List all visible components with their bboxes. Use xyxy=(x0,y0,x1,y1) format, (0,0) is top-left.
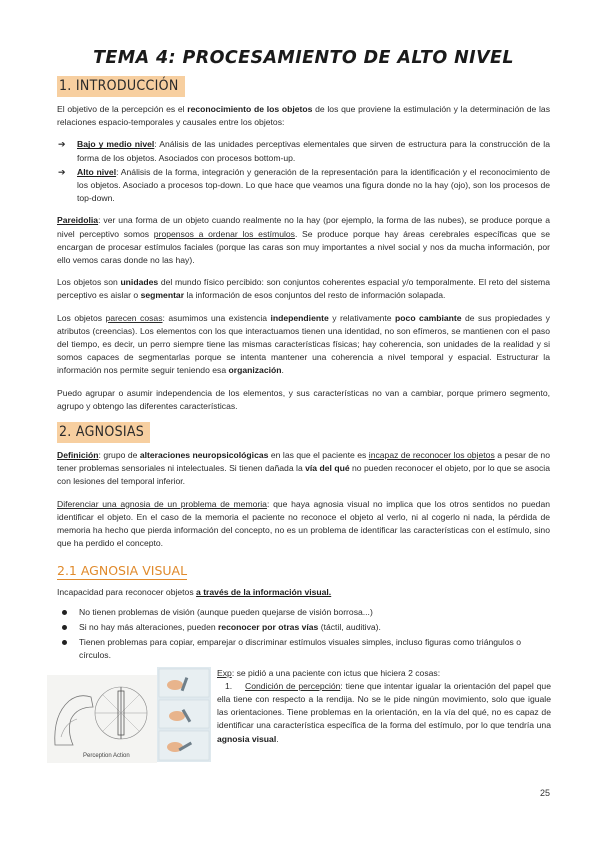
figure-caption: Perception Action xyxy=(83,752,130,759)
list-item: Tienen problemas para copiar, emparejar o discriminar estímulos visuales simples, incluso figuras como triángulos o círculos. xyxy=(79,636,550,662)
memory-difference-paragraph: Diferenciar una agnosia de un problema de memoria: que haya agnosia visual no implica que los otros sentidos no puedan identificar el objeto. En el caso de la memoria el paciente no reconoce el objeto al verlo, ni al cogerlo ni nada, la pérdida de memoria ha hecho que pierda información del concepto, no es un problema de identificar las características con el estímulo, sino que ha perdido el concepto. xyxy=(57,498,551,549)
symptoms-list xyxy=(57,606,550,663)
item-number: 1. xyxy=(225,680,233,691)
arrow-icon: ➔ xyxy=(58,166,66,177)
pareidolia-paragraph: Pareidolia: ver una forma de un objeto cuando realmente no la hay (por ejemplo, la forma de las nubes), se produce porque a nivel perceptivo somos propensos a ordenar los estímulos. Se produce porque hay áreas cerebrales específicas que se encargan de procesar estímulos faciales (porque las caras son muy importantes a nivel social y nos da mucha información, por ello vemos caras donde no las hay). xyxy=(57,215,550,266)
experiment-condition: 1. Condición de percepción: tiene que intentar igualar la orientación del papel que ella tiene con respecto a la rendija. No se le pide ningún movimiento, solo que iguale las orientaciones. Tiene problemas en la orientación, en la vía del qué, no es capaz de identificar una característica específica de la forma del estímulo, por lo que tendría una agnosia visual. xyxy=(217,680,551,744)
bullet-icon xyxy=(62,640,67,645)
document-page xyxy=(57,48,550,762)
list-item: ➔ Alto nivel: Análisis de la forma, integración y generación de la representación para la identificación y el reconocimiento de los objetos. Asociado a procesos top-down. Lo que hace que veamos una figura donde no la hay (ojo), son los procesos de top-down. xyxy=(58,166,550,204)
experiment-block xyxy=(57,667,550,762)
list-item: ➔ Bajo y medio nivel: Análisis de las unidades perceptivas elementales que sirven de estructura para la construcción de la forma de los objetos. Asociados con procesos bottom-up. xyxy=(58,139,550,163)
intro-paragraph: El objetivo de la percepción es el reconocimiento de los objetos de los que proviene la estimulación y la determinación de las relaciones espacio-temporales y causales entre los objetos: xyxy=(57,104,551,128)
subsection-heading-agnosia-visual: 2.1 AGNOSIA VISUAL xyxy=(57,563,188,579)
arrow-icon: ➔ xyxy=(58,139,66,150)
definition-paragraph: Definición: grupo de alteraciones neuropsicológicas en las que el paciente es incapaz de reconocer los objetos a pesar de no tener problemas sensoriales ni intelectuales. Si tienen dañada la vía del qué no pueden reconocer el objeto, por lo que se asocia con lesiones del temporal inferior. xyxy=(57,450,551,487)
slot-orientation-figure xyxy=(47,675,157,763)
section-heading-agnosias: 2. AGNOSIAS xyxy=(57,422,150,443)
visual-agnosia-paragraph: Incapacidad para reconocer objetos a través de la información visual. xyxy=(57,587,332,598)
hand-posting-figure xyxy=(157,667,211,762)
objects-things-paragraph: Los objetos parecen cosas: asumimos una existencia independiente y relativamente poco cambiante de sus propiedades y atributos (creencias). Los elementos con los que interactuamos tienen una identidad, no son efímeros, se mantienen con el paso del tiempo, es decir, un perro siempre tiene las mismas características físicas; hay coherencia, son unidades de la realidad y si somos capaces de segmentarlas porque se intenta mantener una coherencia a nivel temporal y espacial. Estructurar la información nos permite seguir teniendo esa organización. xyxy=(57,312,550,376)
bullet-icon xyxy=(62,610,67,615)
page-title: TEMA 4: PROCESAMIENTO DE ALTO NIVEL xyxy=(93,48,514,68)
objects-units-paragraph: Los objetos son unidades del mundo físico percibido: son conjuntos coherentes espacial y/o temporalmente. El reto del sistema perceptivo es aislar o segmentar la información de esos conjuntos del resto de información solapada. xyxy=(57,277,550,301)
experiment-intro: Exp: se pidió a una paciente con ictus que hiciera 2 cosas: xyxy=(217,667,441,678)
bullet-icon xyxy=(62,625,67,630)
grouping-paragraph: Puedo agrupar o asumir independencia de los elementos, y sus características no van a cambiar, porque primero segmento, agrupo y obtengo las diferentes características. xyxy=(57,387,550,411)
experiment-text xyxy=(217,667,551,746)
section-heading-introduccion: 1. INTRODUCCIÓN xyxy=(57,76,185,97)
levels-list xyxy=(57,138,550,205)
list-item: No tienen problemas de visión (aunque pueden quejarse de visión borrosa...) xyxy=(79,606,550,619)
list-item: Si no hay más alteraciones, pueden reconocer por otras vías (táctil, auditiva). xyxy=(79,621,550,634)
page-number: 25 xyxy=(539,788,550,798)
